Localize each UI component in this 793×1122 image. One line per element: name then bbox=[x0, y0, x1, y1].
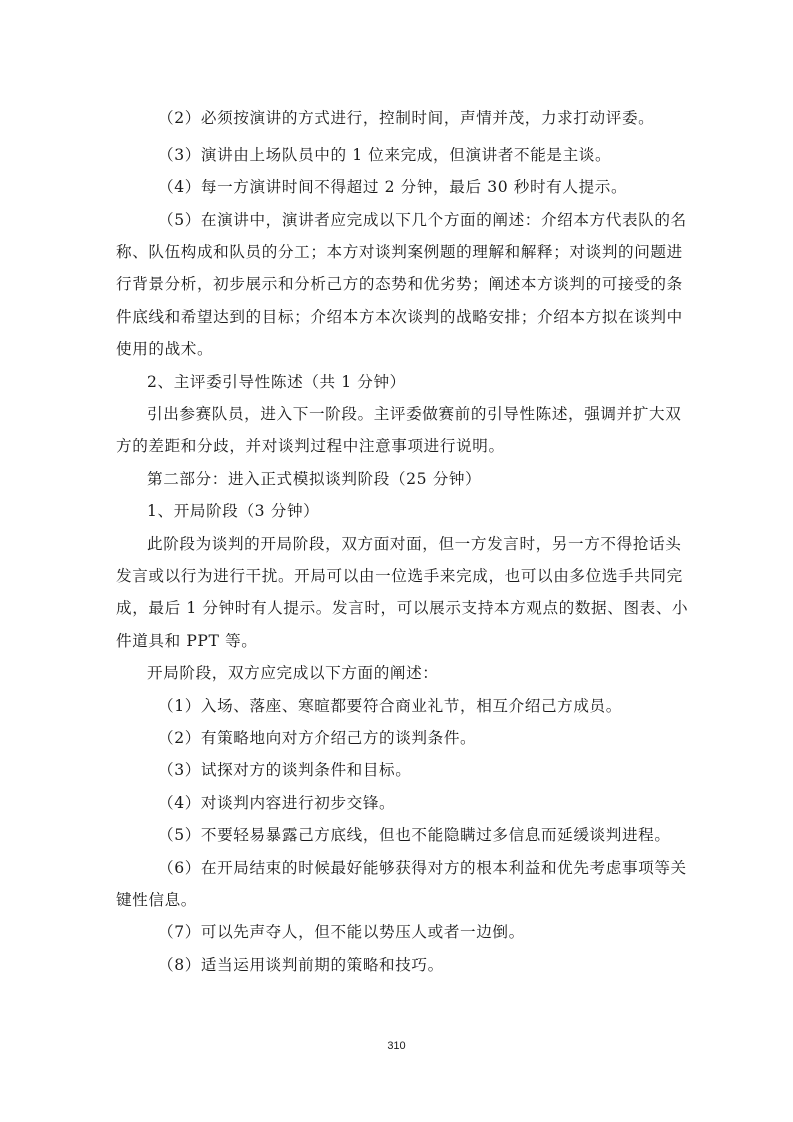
text-line: 方的差距和分歧，并对谈判过程中注意事项进行说明。 bbox=[116, 437, 505, 455]
text-line: 开局阶段，双方应完成以下方面的阐述： bbox=[147, 664, 439, 682]
text-line: 发言或以行为进行干扰。开局可以由一位选手来完成，也可以由多位选手共同完 bbox=[116, 567, 683, 585]
text-line: 使用的战术。 bbox=[116, 340, 214, 358]
text-line: （2）必须按演讲的方式进行，控制时间，声情并茂，力求打动评委。 bbox=[158, 109, 655, 127]
text-line: 件道具和 PPT 等。 bbox=[116, 632, 258, 650]
text-line: 键性信息。 bbox=[116, 891, 197, 909]
list-item: （4）对谈判内容进行初步交锋。 bbox=[158, 794, 396, 812]
text-line: （5）在演讲中，演讲者应完成以下几个方面的阐述：介绍本方代表队的名 bbox=[158, 211, 687, 229]
list-item: （8）适当运用谈判前期的策略和技巧。 bbox=[158, 956, 444, 974]
text-line: 称、队伍构成和队员的分工；本方对谈判案例题的理解和解释；对谈判的问题进 bbox=[116, 243, 683, 261]
list-item: （3）试探对方的谈判条件和目标。 bbox=[158, 761, 412, 779]
list-item: （1）入场、落座、寒暄都要符合商业礼节，相互介绍己方成员。 bbox=[158, 697, 622, 715]
text-line: （3）演讲由上场队员中的 1 位来完成，但演讲者不能是主谈。 bbox=[158, 146, 612, 164]
list-item: （5）不要轻易暴露己方底线，但也不能隐瞒过多信息而延缓谈判进程。 bbox=[158, 826, 671, 844]
section-heading: 1、开局阶段（3 分钟） bbox=[147, 502, 320, 520]
list-item: （7）可以先声夺人，但不能以势压人或者一边倒。 bbox=[158, 923, 525, 941]
text-line: 引出参赛队员，进入下一阶段。主评委做赛前的引导性陈述，强调并扩大双 bbox=[147, 405, 682, 423]
text-line: 行背景分析，初步展示和分析己方的态势和优劣势；阐述本方谈判的可接受的条 bbox=[116, 275, 683, 293]
section-heading: 2、主评委引导性陈述（共 1 分钟） bbox=[147, 373, 406, 391]
section-heading: 第二部分：进入正式模拟谈判阶段（25 分钟） bbox=[147, 470, 482, 488]
page-number: 310 bbox=[387, 1040, 406, 1052]
list-item: （2）有策略地向对方介绍己方的谈判条件。 bbox=[158, 729, 477, 747]
list-item: （6）在开局结束的时候最好能够获得对方的根本利益和优先考虑事项等关 bbox=[158, 859, 687, 877]
text-line: 此阶段为谈判的开局阶段，双方面对面，但一方发言时，另一方不得抢话头 bbox=[147, 535, 682, 553]
text-line: （4）每一方演讲时间不得超过 2 分钟，最后 30 秒时有人提示。 bbox=[158, 178, 628, 196]
text-line: 成，最后 1 分钟时有人提示。发言时，可以展示支持本方观点的数据、图表、小 bbox=[116, 599, 689, 617]
text-line: 件底线和希望达到的目标；介绍本方本次谈判的战略安排；介绍本方拟在谈判中 bbox=[116, 308, 683, 326]
